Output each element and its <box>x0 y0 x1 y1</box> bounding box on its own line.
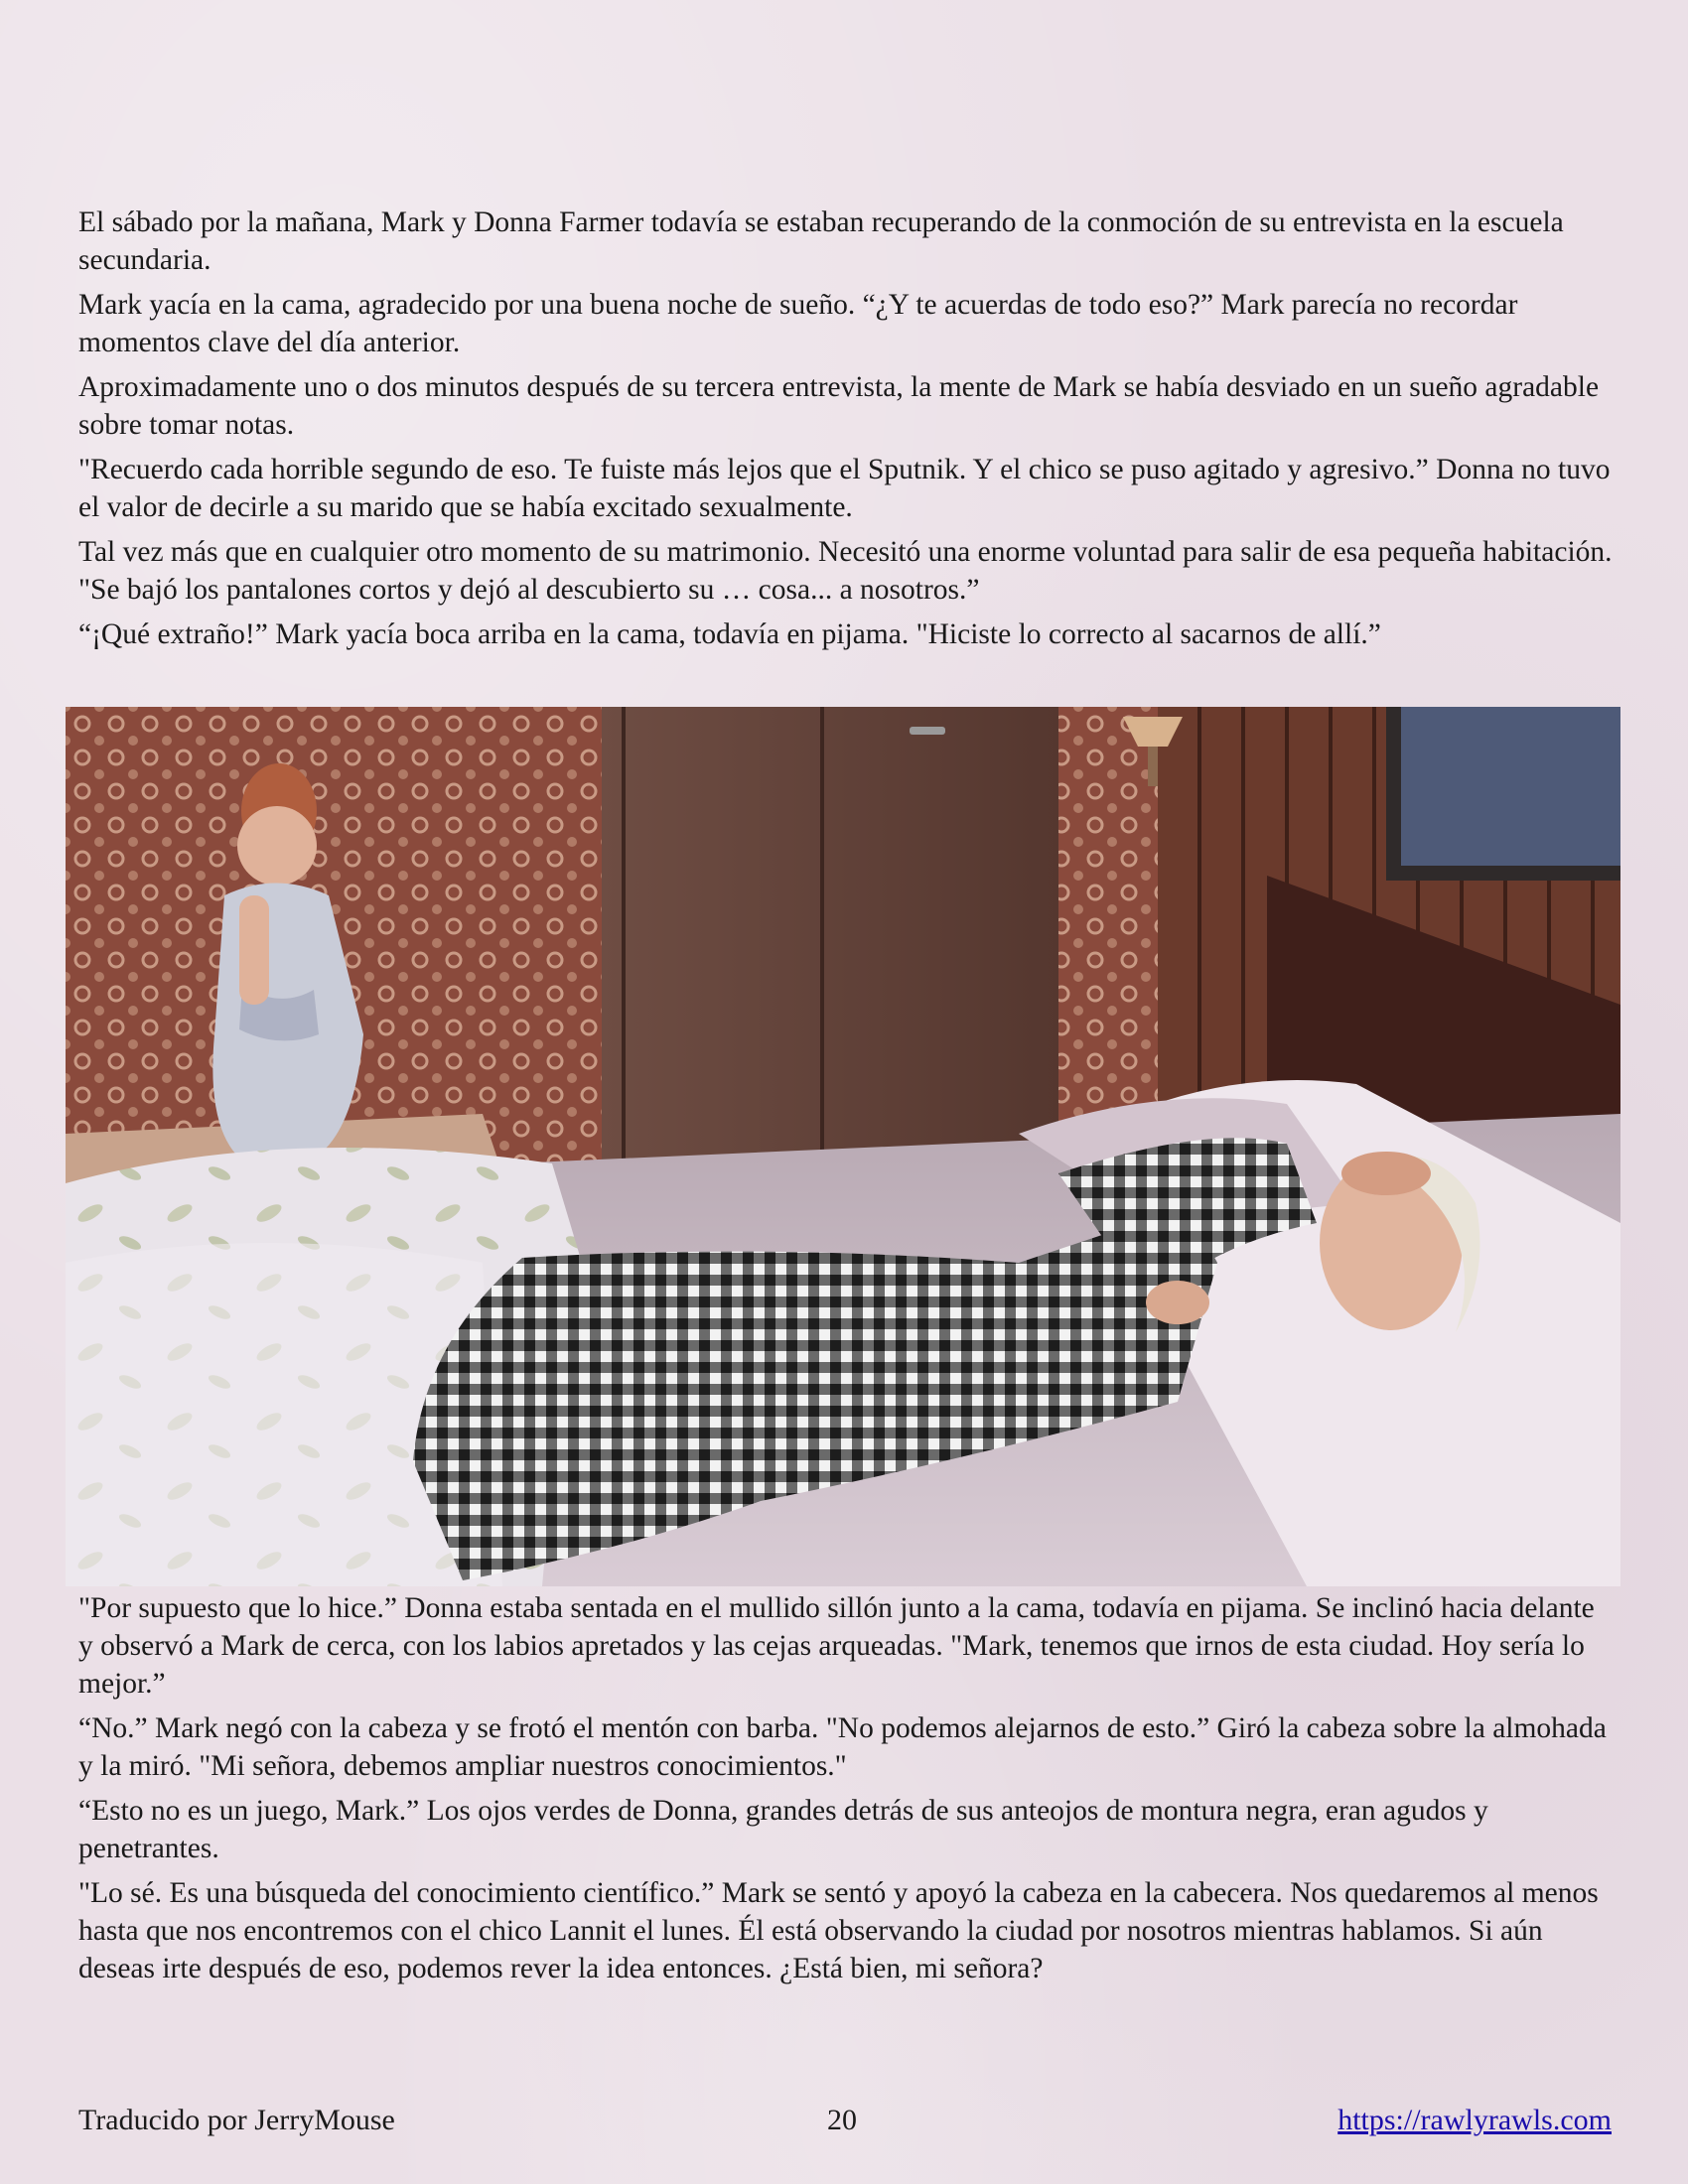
story-text-bottom <box>78 1589 1613 1994</box>
translator-credit: Traducido por JerryMouse <box>78 2104 395 2136</box>
paragraph: "Recuerdo cada horrible segundo de eso. Te fuiste más lejos que el Sputnik. Y el chico se puso agitado y agresivo.” Donna no tuvo el valor de decirle a su marido que se había excitado sexualmente. <box>78 454 1611 523</box>
story-text-top <box>78 204 1613 660</box>
page-number: 20 <box>827 2104 857 2136</box>
bedroom-illustration <box>66 707 1620 1586</box>
paragraph: "Por supuesto que lo hice.” Donna estaba sentada en el mullido sillón junto a la cama, todavía en pijama. Se inclinó hacia delante y observó a Mark de cerca, con los labios apretados y las cejas arqueadas. "Mark, tenemos que irnos de esta ciudad. Hoy sería lo mejor.” <box>78 1592 1595 1700</box>
paragraph: "Lo sé. Es una búsqueda del conocimiento científico.” Mark se sentó y apoyó la cabeza en la cabecera. Nos quedaremos al menos hasta que nos encontremos con el chico Lannit el lunes. Él está observando la ciudad por nosotros mientras hablamos. Si aún deseas irte después de eso, podemos rever la idea entonces. ¿Está bien, mi señora? <box>78 1877 1599 1984</box>
paragraph: Tal vez más que en cualquier otro momento de su matrimonio. Necesitó una enorme voluntad para salir de esa pequeña habitación. "Se bajó los pantalones cortos y dejó al descubierto su … cosa... a nosotros.” <box>78 536 1613 606</box>
paragraph: “Esto no es un juego, Mark.” Los ojos verdes de Donna, grandes detrás de sus anteojos de montura negra, eran agudos y penetrantes. <box>78 1795 1488 1864</box>
paragraph: Mark yacía en la cama, agradecido por una buena noche de sueño. “¿Y te acuerdas de todo eso?” Mark parecía no recordar momentos clave del día anterior. <box>78 289 1518 358</box>
paragraph: “¡Qué extraño!” Mark yacía boca arriba en la cama, todavía en pijama. "Hiciste lo correcto al sacarnos de allí.” <box>78 618 1381 650</box>
website-link[interactable]: https://rawlyrawls.com <box>1337 2104 1612 2136</box>
paragraph: El sábado por la mañana, Mark y Donna Farmer todavía se estaban recuperando de la conmoción de su entrevista en la escuela secundaria. <box>78 206 1564 276</box>
paragraph: “No.” Mark negó con la cabeza y se frotó el mentón con barba. "No podemos alejarnos de esto.” Giró la cabeza sobre la almohada y la miró. "Mi señora, debemos ampliar nuestros conocimientos." <box>78 1712 1607 1782</box>
paragraph: Aproximadamente uno o dos minutos después de su tercera entrevista, la mente de Mark se había desviado en un sueño agradable sobre tomar notas. <box>78 371 1600 441</box>
